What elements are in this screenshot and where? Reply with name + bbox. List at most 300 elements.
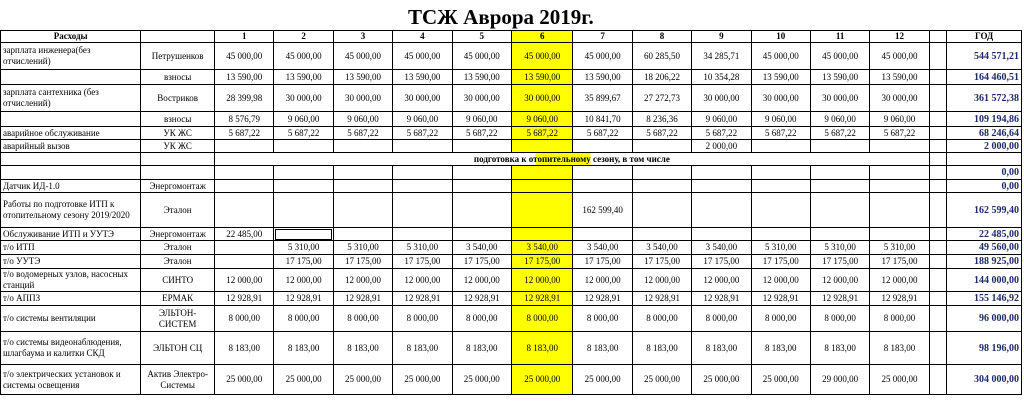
row-name[interactable]: Датчик ИД-1.0 <box>1 180 141 193</box>
month-cell-12[interactable]: 12 928,91 <box>870 292 929 306</box>
month-cell-3[interactable]: 8 183,00 <box>333 332 392 365</box>
month-cell-7[interactable]: 13 590,00 <box>573 70 632 85</box>
row-gap[interactable] <box>929 241 946 255</box>
month-cell-1[interactable]: 45 000,00 <box>215 43 274 70</box>
month-cell-6[interactable]: 8 183,00 <box>511 332 572 365</box>
month-cell-3[interactable]: 45 000,00 <box>333 43 392 70</box>
month-cell-8[interactable] <box>632 140 691 153</box>
month-cell-3[interactable]: 17 175,00 <box>333 255 392 269</box>
month-cell-5[interactable]: 30 000,00 <box>452 85 511 112</box>
month-cell-5[interactable]: 8 183,00 <box>452 332 511 365</box>
row-name[interactable]: т/о водомерных узлов, насосных станций <box>1 269 141 292</box>
month-cell-12[interactable]: 17 175,00 <box>870 255 929 269</box>
month-cell-2[interactable]: 8 183,00 <box>274 332 333 365</box>
month-cell-10[interactable]: 45 000,00 <box>751 43 810 70</box>
month-cell-9[interactable]: 2 000,00 <box>692 140 751 153</box>
month-cell-6[interactable] <box>511 140 572 153</box>
row-name[interactable]: т/о электрических установок и системы освещения <box>1 365 141 395</box>
month-cell-4[interactable]: 25 000,00 <box>393 365 452 395</box>
row-total[interactable]: 0,00 <box>947 166 1022 180</box>
month-cell-5[interactable] <box>452 193 511 228</box>
row-total[interactable]: 96 000,00 <box>947 306 1022 332</box>
month-cell-8[interactable]: 12 928,91 <box>632 292 691 306</box>
table-row <box>1 180 1022 193</box>
row-contractor[interactable]: Актив Электро-Системы <box>141 365 215 395</box>
month-cell-10[interactable]: 30 000,00 <box>751 85 810 112</box>
month-cell-6[interactable]: 3 540,00 <box>511 241 572 255</box>
month-cell-12[interactable] <box>870 140 929 153</box>
header-year[interactable]: ГОД <box>947 31 1022 43</box>
row-gap[interactable] <box>929 365 946 395</box>
row-name[interactable] <box>1 70 141 85</box>
month-cell-4[interactable]: 17 175,00 <box>393 255 452 269</box>
month-cell-11[interactable]: 45 000,00 <box>810 43 869 70</box>
row-name[interactable]: т/о АППЗ <box>1 292 141 306</box>
row-total[interactable]: 162 599,40 <box>947 193 1022 228</box>
month-cell-10[interactable] <box>751 140 810 153</box>
header-gap[interactable] <box>929 31 946 43</box>
row-name[interactable] <box>1 153 141 166</box>
month-cell-4[interactable]: 8 000,00 <box>393 306 452 332</box>
month-cell-10[interactable]: 13 590,00 <box>751 70 810 85</box>
month-cell-2[interactable]: 17 175,00 <box>274 255 333 269</box>
month-cell-2[interactable]: 30 000,00 <box>274 85 333 112</box>
row-total[interactable]: 144 000,00 <box>947 269 1022 292</box>
month-cell-4[interactable]: 45 000,00 <box>393 43 452 70</box>
month-cell-3[interactable] <box>333 166 392 180</box>
month-cell-8[interactable]: 8 236,36 <box>632 112 691 127</box>
month-cell-9[interactable]: 9 060,00 <box>692 112 751 127</box>
row-contractor[interactable]: взносы <box>141 70 215 85</box>
month-cell-10[interactable] <box>751 228 810 241</box>
row-gap[interactable] <box>929 269 946 292</box>
month-cell-10[interactable]: 12 000,00 <box>751 269 810 292</box>
row-total[interactable]: 304 000,00 <box>947 365 1022 395</box>
header-month-3[interactable]: 3 <box>333 31 392 43</box>
row-total[interactable]: 0,00 <box>947 180 1022 193</box>
month-cell-11[interactable] <box>810 166 869 180</box>
row-contractor[interactable]: Эталон <box>141 241 215 255</box>
row-name[interactable]: аварийное обслуживание <box>1 127 141 140</box>
month-cell-4[interactable]: 9 060,00 <box>393 112 452 127</box>
row-gap[interactable] <box>929 193 946 228</box>
month-cell-3[interactable]: 5 310,00 <box>333 241 392 255</box>
month-cell-2[interactable] <box>274 193 333 228</box>
month-cell-2[interactable]: 13 590,00 <box>274 70 333 85</box>
row-name[interactable]: аварийный вызов <box>1 140 141 153</box>
month-cell-1[interactable]: 12 000,00 <box>215 269 274 292</box>
expenses-table <box>0 30 1022 395</box>
month-cell-6[interactable] <box>511 166 572 180</box>
month-cell-1[interactable]: 8 576,79 <box>215 112 274 127</box>
row-gap[interactable] <box>929 180 946 193</box>
month-cell-7[interactable] <box>573 180 632 193</box>
row-name[interactable]: Работы по подготовке ИТП к отопительному сезону 2019/2020 <box>1 193 141 228</box>
row-contractor[interactable]: Востриков <box>141 85 215 112</box>
month-cell-11[interactable]: 9 060,00 <box>810 112 869 127</box>
month-cell-5[interactable] <box>452 166 511 180</box>
month-cell-8[interactable] <box>632 180 691 193</box>
header-month-6[interactable]: 6 <box>511 31 572 43</box>
month-cell-12[interactable] <box>870 228 929 241</box>
month-cell-7[interactable]: 8 000,00 <box>573 306 632 332</box>
month-cell-9[interactable] <box>692 166 751 180</box>
header-blank[interactable] <box>141 31 215 43</box>
month-cell-4[interactable] <box>393 140 452 153</box>
month-cell-1[interactable] <box>215 140 274 153</box>
month-cell-12[interactable]: 8 183,00 <box>870 332 929 365</box>
month-cell-4[interactable]: 12 928,91 <box>393 292 452 306</box>
month-cell-6[interactable]: 30 000,00 <box>511 85 572 112</box>
row-gap[interactable] <box>929 306 946 332</box>
month-cell-4[interactable]: 12 000,00 <box>393 269 452 292</box>
month-cell-6[interactable]: 12 928,91 <box>511 292 572 306</box>
month-cell-1[interactable]: 12 928,91 <box>215 292 274 306</box>
row-total[interactable] <box>947 153 1022 166</box>
month-cell-5[interactable]: 17 175,00 <box>452 255 511 269</box>
month-cell-7[interactable]: 35 899,67 <box>573 85 632 112</box>
row-total[interactable]: 109 194,86 <box>947 112 1022 127</box>
row-contractor[interactable]: СИНТО <box>141 269 215 292</box>
month-cell-5[interactable]: 25 000,00 <box>452 365 511 395</box>
row-total[interactable]: 188 925,00 <box>947 255 1022 269</box>
month-cell-10[interactable]: 5 687,22 <box>751 127 810 140</box>
month-cell-5[interactable]: 3 540,00 <box>452 241 511 255</box>
month-cell-11[interactable] <box>810 193 869 228</box>
month-cell-5[interactable]: 8 000,00 <box>452 306 511 332</box>
header-month-5[interactable]: 5 <box>452 31 511 43</box>
row-total[interactable]: 98 196,00 <box>947 332 1022 365</box>
month-cell-1[interactable]: 8 000,00 <box>215 306 274 332</box>
month-cell-3[interactable]: 30 000,00 <box>333 85 392 112</box>
month-cell-4[interactable] <box>393 180 452 193</box>
month-cell-9[interactable] <box>692 193 751 228</box>
month-cell-3[interactable]: 8 000,00 <box>333 306 392 332</box>
month-cell-4[interactable]: 13 590,00 <box>393 70 452 85</box>
month-cell-11[interactable]: 17 175,00 <box>810 255 869 269</box>
month-cell-11[interactable] <box>810 228 869 241</box>
header-month-10[interactable]: 10 <box>751 31 810 43</box>
month-cell-2[interactable] <box>274 166 333 180</box>
month-cell-9[interactable]: 34 285,71 <box>692 43 751 70</box>
header-month-1[interactable]: 1 <box>215 31 274 43</box>
month-cell-4[interactable]: 5 310,00 <box>393 241 452 255</box>
header-month-2[interactable]: 2 <box>274 31 333 43</box>
month-cell-7[interactable]: 8 183,00 <box>573 332 632 365</box>
month-cell-11[interactable]: 12 928,91 <box>810 292 869 306</box>
month-cell-4[interactable]: 30 000,00 <box>393 85 452 112</box>
month-cell-3[interactable]: 25 000,00 <box>333 365 392 395</box>
row-gap[interactable] <box>929 166 946 180</box>
row-gap[interactable] <box>929 153 946 166</box>
month-cell-7[interactable]: 3 540,00 <box>573 241 632 255</box>
month-cell-8[interactable]: 8 183,00 <box>632 332 691 365</box>
month-cell-6[interactable]: 17 175,00 <box>511 255 572 269</box>
header-month-8[interactable]: 8 <box>632 31 691 43</box>
month-cell-7[interactable]: 10 841,70 <box>573 112 632 127</box>
month-cell-12[interactable]: 9 060,00 <box>870 112 929 127</box>
month-cell-5[interactable]: 45 000,00 <box>452 43 511 70</box>
month-cell-9[interactable]: 8 183,00 <box>692 332 751 365</box>
month-cell-9[interactable] <box>692 180 751 193</box>
month-cell-12[interactable]: 45 000,00 <box>870 43 929 70</box>
month-cell-2[interactable] <box>274 228 333 241</box>
month-cell-9[interactable]: 5 687,22 <box>692 127 751 140</box>
month-cell-7[interactable]: 45 000,00 <box>573 43 632 70</box>
month-cell-1[interactable] <box>215 255 274 269</box>
row-gap[interactable] <box>929 255 946 269</box>
month-cell-11[interactable]: 8 183,00 <box>810 332 869 365</box>
month-cell-10[interactable]: 5 310,00 <box>751 241 810 255</box>
month-cell-7[interactable] <box>573 166 632 180</box>
month-cell-9[interactable]: 8 000,00 <box>692 306 751 332</box>
row-total[interactable]: 2 000,00 <box>947 140 1022 153</box>
table-row <box>1 255 1022 269</box>
row-contractor[interactable]: УК ЖС <box>141 140 215 153</box>
row-gap[interactable] <box>929 140 946 153</box>
month-cell-2[interactable]: 12 928,91 <box>274 292 333 306</box>
row-name[interactable]: Обслуживание ИТП и УУТЭ <box>1 228 141 241</box>
row-gap[interactable] <box>929 127 946 140</box>
month-cell-6[interactable]: 25 000,00 <box>511 365 572 395</box>
month-cell-10[interactable] <box>751 193 810 228</box>
row-total[interactable]: 361 572,38 <box>947 85 1022 112</box>
month-cell-8[interactable]: 5 687,22 <box>632 127 691 140</box>
month-cell-9[interactable]: 30 000,00 <box>692 85 751 112</box>
month-cell-11[interactable]: 30 000,00 <box>810 85 869 112</box>
row-contractor[interactable]: Эталон <box>141 193 215 228</box>
month-cell-10[interactable] <box>751 166 810 180</box>
month-cell-10[interactable]: 25 000,00 <box>751 365 810 395</box>
row-contractor[interactable]: УК ЖС <box>141 127 215 140</box>
row-contractor[interactable] <box>141 153 215 166</box>
month-cell-8[interactable] <box>632 166 691 180</box>
month-cell-9[interactable]: 12 928,91 <box>692 292 751 306</box>
row-name[interactable]: т/о системы вентиляции <box>1 306 141 332</box>
row-gap[interactable] <box>929 85 946 112</box>
month-cell-2[interactable]: 9 060,00 <box>274 112 333 127</box>
month-cell-12[interactable]: 25 000,00 <box>870 365 929 395</box>
header-expenses[interactable]: Расходы <box>1 31 141 43</box>
month-cell-4[interactable]: 8 183,00 <box>393 332 452 365</box>
month-cell-8[interactable] <box>632 228 691 241</box>
month-cell-1[interactable]: 28 399,98 <box>215 85 274 112</box>
month-cell-1[interactable] <box>215 166 274 180</box>
month-cell-9[interactable]: 3 540,00 <box>692 241 751 255</box>
header-month-9[interactable]: 9 <box>692 31 751 43</box>
month-cell-1[interactable] <box>215 180 274 193</box>
row-name[interactable]: зарплата сантехника (без отчислений) <box>1 85 141 112</box>
row-total[interactable]: 164 460,51 <box>947 70 1022 85</box>
row-gap[interactable] <box>929 70 946 85</box>
month-cell-8[interactable]: 27 272,73 <box>632 85 691 112</box>
month-cell-3[interactable]: 12 000,00 <box>333 269 392 292</box>
month-cell-9[interactable]: 12 000,00 <box>692 269 751 292</box>
row-name[interactable]: зарплата инженера(без отчислений) <box>1 43 141 70</box>
row-total[interactable]: 22 485,00 <box>947 228 1022 241</box>
month-cell-10[interactable]: 9 060,00 <box>751 112 810 127</box>
month-cell-2[interactable]: 45 000,00 <box>274 43 333 70</box>
month-cell-2[interactable]: 5 310,00 <box>274 241 333 255</box>
month-cell-3[interactable] <box>333 228 392 241</box>
row-contractor[interactable]: Петрушенков <box>141 43 215 70</box>
month-cell-5[interactable] <box>452 228 511 241</box>
month-cell-12[interactable] <box>870 180 929 193</box>
month-cell-1[interactable]: 22 485,00 <box>215 228 274 241</box>
month-cell-7[interactable] <box>573 228 632 241</box>
row-name[interactable]: т/о УУТЭ <box>1 255 141 269</box>
month-cell-3[interactable]: 9 060,00 <box>333 112 392 127</box>
month-cell-1[interactable]: 8 183,00 <box>215 332 274 365</box>
month-cell-5[interactable]: 9 060,00 <box>452 112 511 127</box>
header-row <box>1 31 1022 43</box>
month-cell-6[interactable] <box>511 228 572 241</box>
month-cell-4[interactable] <box>393 228 452 241</box>
month-cell-7[interactable]: 12 000,00 <box>573 269 632 292</box>
month-cell-8[interactable]: 18 206,22 <box>632 70 691 85</box>
month-cell-3[interactable] <box>333 193 392 228</box>
month-cell-11[interactable]: 12 000,00 <box>810 269 869 292</box>
month-cell-1[interactable] <box>215 193 274 228</box>
row-name[interactable] <box>1 112 141 127</box>
month-cell-10[interactable]: 17 175,00 <box>751 255 810 269</box>
month-cell-3[interactable]: 5 687,22 <box>333 127 392 140</box>
month-cell-5[interactable] <box>452 180 511 193</box>
month-cell-12[interactable] <box>870 193 929 228</box>
month-cell-7[interactable] <box>573 140 632 153</box>
row-contractor[interactable]: ЭЛЬТОН СЦ <box>141 332 215 365</box>
table-row <box>1 70 1022 85</box>
row-total[interactable]: 155 146,92 <box>947 292 1022 306</box>
row-name[interactable]: т/о ИТП <box>1 241 141 255</box>
row-contractor[interactable] <box>141 166 215 180</box>
month-cell-8[interactable]: 8 000,00 <box>632 306 691 332</box>
month-cell-1[interactable]: 5 687,22 <box>215 127 274 140</box>
row-name[interactable] <box>1 166 141 180</box>
month-cell-4[interactable] <box>393 166 452 180</box>
month-cell-6[interactable]: 5 687,22 <box>511 127 572 140</box>
month-cell-8[interactable]: 60 285,50 <box>632 43 691 70</box>
month-cell-2[interactable]: 5 687,22 <box>274 127 333 140</box>
month-cell-8[interactable]: 12 000,00 <box>632 269 691 292</box>
month-cell-11[interactable]: 5 687,22 <box>810 127 869 140</box>
month-cell-6[interactable] <box>511 180 572 193</box>
month-cell-5[interactable]: 13 590,00 <box>452 70 511 85</box>
header-month-11[interactable]: 11 <box>810 31 869 43</box>
month-cell-1[interactable]: 13 590,00 <box>215 70 274 85</box>
table-row <box>1 112 1022 127</box>
month-cell-10[interactable]: 8 183,00 <box>751 332 810 365</box>
month-cell-6[interactable]: 8 000,00 <box>511 306 572 332</box>
row-gap[interactable] <box>929 332 946 365</box>
month-cell-10[interactable]: 8 000,00 <box>751 306 810 332</box>
month-cell-6[interactable]: 45 000,00 <box>511 43 572 70</box>
month-cell-9[interactable] <box>692 228 751 241</box>
month-cell-12[interactable]: 30 000,00 <box>870 85 929 112</box>
row-contractor[interactable]: Энергомонтаж <box>141 228 215 241</box>
month-cell-7[interactable]: 162 599,40 <box>573 193 632 228</box>
month-cell-7[interactable]: 5 687,22 <box>573 127 632 140</box>
month-cell-6[interactable]: 9 060,00 <box>511 112 572 127</box>
month-cell-5[interactable]: 5 687,22 <box>452 127 511 140</box>
month-cell-1[interactable]: 25 000,00 <box>215 365 274 395</box>
month-cell-12[interactable]: 13 590,00 <box>870 70 929 85</box>
row-name[interactable]: т/о системы видеонаблюдения, шлагбаума и калитки СКД <box>1 332 141 365</box>
sheet-title: ТСЖ Аврора 2019г. <box>408 5 594 29</box>
month-cell-3[interactable] <box>333 180 392 193</box>
row-contractor[interactable]: ЭЛЬТОН-СИСТЕМ <box>141 306 215 332</box>
month-cell-8[interactable]: 25 000,00 <box>632 365 691 395</box>
month-cell-2[interactable]: 12 000,00 <box>274 269 333 292</box>
month-cell-6[interactable]: 13 590,00 <box>511 70 572 85</box>
header-month-7[interactable]: 7 <box>573 31 632 43</box>
month-cell-11[interactable] <box>810 180 869 193</box>
month-cell-11[interactable]: 13 590,00 <box>810 70 869 85</box>
month-cell-3[interactable]: 13 590,00 <box>333 70 392 85</box>
month-cell-8[interactable] <box>632 193 691 228</box>
month-cell-2[interactable]: 25 000,00 <box>274 365 333 395</box>
header-month-12[interactable]: 12 <box>870 31 929 43</box>
month-cell-11[interactable]: 29 000,00 <box>810 365 869 395</box>
month-cell-9[interactable]: 25 000,00 <box>692 365 751 395</box>
month-cell-2[interactable] <box>274 180 333 193</box>
month-cell-12[interactable]: 12 000,00 <box>870 269 929 292</box>
month-cell-8[interactable]: 3 540,00 <box>632 241 691 255</box>
month-cell-1[interactable] <box>215 241 274 255</box>
month-cell-4[interactable]: 5 687,22 <box>393 127 452 140</box>
month-cell-5[interactable]: 12 928,91 <box>452 292 511 306</box>
month-cell-3[interactable]: 12 928,91 <box>333 292 392 306</box>
row-contractor[interactable]: Эталон <box>141 255 215 269</box>
month-cell-5[interactable]: 12 000,00 <box>452 269 511 292</box>
month-cell-8[interactable]: 17 175,00 <box>632 255 691 269</box>
month-cell-9[interactable]: 17 175,00 <box>692 255 751 269</box>
month-cell-12[interactable]: 5 310,00 <box>870 241 929 255</box>
row-contractor[interactable]: взносы <box>141 112 215 127</box>
row-total[interactable]: 544 571,21 <box>947 43 1022 70</box>
month-cell-10[interactable] <box>751 180 810 193</box>
month-cell-12[interactable]: 8 000,00 <box>870 306 929 332</box>
row-gap[interactable] <box>929 112 946 127</box>
month-cell-5[interactable] <box>452 140 511 153</box>
month-cell-7[interactable]: 12 928,91 <box>573 292 632 306</box>
month-cell-12[interactable] <box>870 166 929 180</box>
month-cell-7[interactable]: 17 175,00 <box>573 255 632 269</box>
row-total[interactable]: 49 560,00 <box>947 241 1022 255</box>
month-cell-11[interactable]: 5 310,00 <box>810 241 869 255</box>
month-cell-6[interactable]: 12 000,00 <box>511 269 572 292</box>
month-cell-12[interactable]: 5 687,22 <box>870 127 929 140</box>
row-contractor[interactable]: ЕРМАК <box>141 292 215 306</box>
month-cell-7[interactable]: 25 000,00 <box>573 365 632 395</box>
row-contractor[interactable]: Энергомонтаж <box>141 180 215 193</box>
month-cell-10[interactable]: 12 928,91 <box>751 292 810 306</box>
month-cell-2[interactable] <box>274 140 333 153</box>
month-cell-11[interactable]: 8 000,00 <box>810 306 869 332</box>
month-cell-4[interactable] <box>393 193 452 228</box>
row-total[interactable]: 68 246,64 <box>947 127 1022 140</box>
header-month-4[interactable]: 4 <box>393 31 452 43</box>
row-gap[interactable] <box>929 228 946 241</box>
month-cell-11[interactable] <box>810 140 869 153</box>
row-gap[interactable] <box>929 292 946 306</box>
month-cell-6[interactable] <box>511 193 572 228</box>
month-cell-3[interactable] <box>333 140 392 153</box>
table-row <box>1 127 1022 140</box>
month-cell-2[interactable]: 8 000,00 <box>274 306 333 332</box>
month-cell-9[interactable]: 10 354,28 <box>692 70 751 85</box>
row-gap[interactable] <box>929 43 946 70</box>
